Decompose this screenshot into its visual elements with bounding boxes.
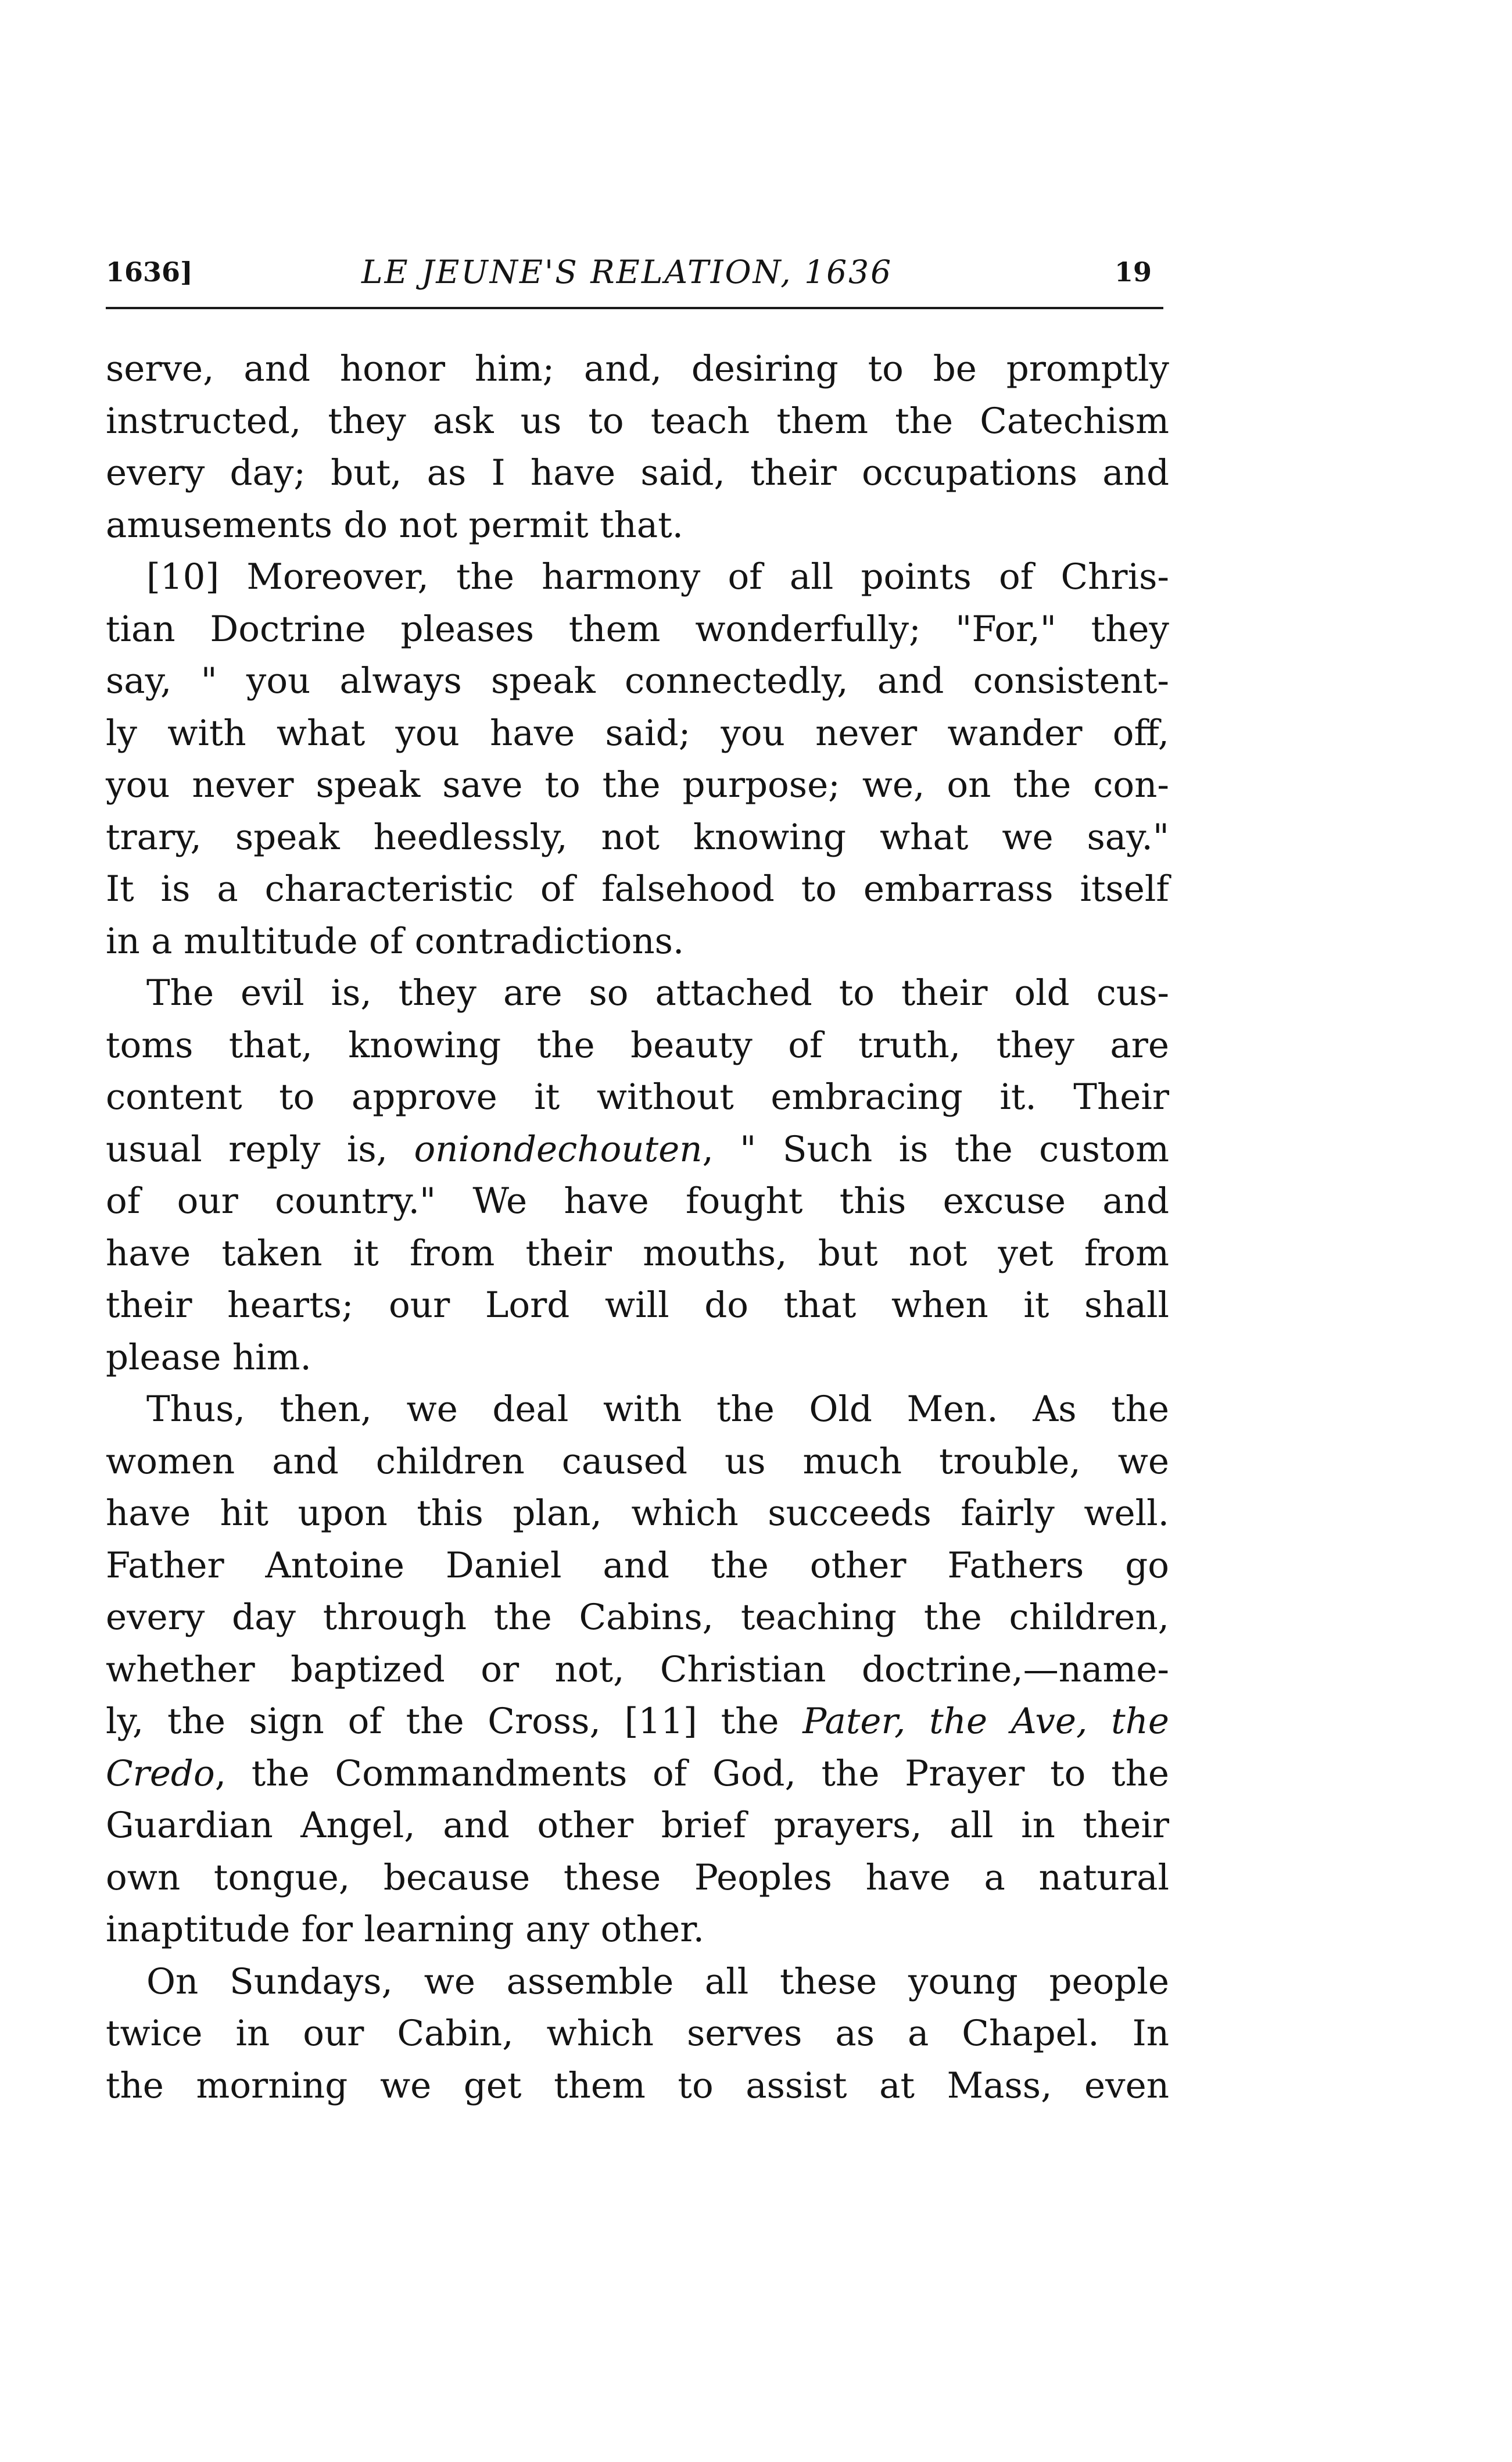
text-segment: ly, the sign of the Cross, [11] the (106, 1701, 803, 1742)
text-line: It is a characteristic of falsehood to embarrass itself (106, 868, 1169, 910)
text-line: in a multitude of contradictions. (106, 920, 685, 962)
text-line: have hit upon this plan, which succeeds fairly well. (106, 1493, 1169, 1534)
text-segment: , " Such is the custom (702, 1128, 1169, 1170)
running-head (106, 251, 1163, 293)
text-segment: , the Commandments of God, the Prayer to the (214, 1752, 1169, 1794)
text-line: of our country." We have fought this excuse and (106, 1180, 1169, 1222)
body-text (106, 343, 1169, 2112)
text-line: twice in our Cabin, which serves as a Chapel. In (106, 2013, 1169, 2054)
text-line: content to approve it without embracing it. Their (106, 1076, 1169, 1118)
text-line: On Sundays, we assemble all these young people (146, 1960, 1169, 2002)
text-line: ly with what you have said; you never wander off, (106, 712, 1169, 754)
page-number: 19 (1114, 256, 1152, 288)
text-line: Guardian Angel, and other brief prayers, all in their (106, 1805, 1169, 1846)
text-line: [10] Moreover, the harmony of all points of Chris- (146, 556, 1169, 597)
text-line: amusements do not permit that. (106, 504, 684, 546)
running-head-year: 1636] (106, 256, 193, 288)
header-rule (106, 307, 1163, 309)
text-line: Father Antoine Daniel and the other Fathers go (106, 1544, 1169, 1586)
text-line: instructed, they ask us to teach them the Catechism (106, 400, 1169, 442)
text-line: toms that, knowing the beauty of truth, they are (106, 1024, 1169, 1066)
text-line: inaptitude for learning any other. (106, 1909, 705, 1950)
text-line: have taken it from their mouths, but not yet from (106, 1232, 1169, 1274)
italic-term: Credo (106, 1752, 215, 1794)
text-segment: usual reply is, (106, 1128, 414, 1170)
text-line-with-italic (106, 1695, 1169, 1748)
text-line: women and children caused us much trouble, we (106, 1440, 1169, 1482)
text-line: serve, and honor him; and, desiring to be promptly (106, 348, 1169, 389)
italic-term: Pater, the Ave, the (802, 1701, 1169, 1742)
text-line: you never speak save to the purpose; we, on the con- (106, 764, 1169, 806)
text-line: say, " you always speak connectedly, and consistent- (106, 660, 1169, 702)
text-line: please him. (106, 1336, 311, 1378)
text-line: own tongue, because these Peoples have a natural (106, 1856, 1169, 1898)
text-line: every day; but, as I have said, their occupations and (106, 452, 1169, 493)
running-head-title: LE JEUNE'S RELATION, 1636 (361, 253, 893, 291)
text-line: whether baptized or not, Christian doctrine,—name- (106, 1648, 1169, 1690)
italic-term: oniondechouten (414, 1128, 703, 1170)
text-line: trary, speak heedlessly, not knowing what we say." (106, 816, 1169, 858)
text-line: their hearts; our Lord will do that when it shall (106, 1284, 1169, 1326)
text-line-with-italic (106, 1123, 1169, 1176)
text-line: Thus, then, we deal with the Old Men. As the (146, 1389, 1169, 1430)
text-line: every day through the Cabins, teaching the children, (106, 1597, 1169, 1638)
text-line-with-italic (106, 1748, 1169, 1800)
text-line: the morning we get them to assist at Mass, even (106, 2064, 1169, 2106)
text-line: The evil is, they are so attached to their old cus- (146, 972, 1169, 1014)
text-line: tian Doctrine pleases them wonderfully; "For," they (106, 608, 1169, 650)
